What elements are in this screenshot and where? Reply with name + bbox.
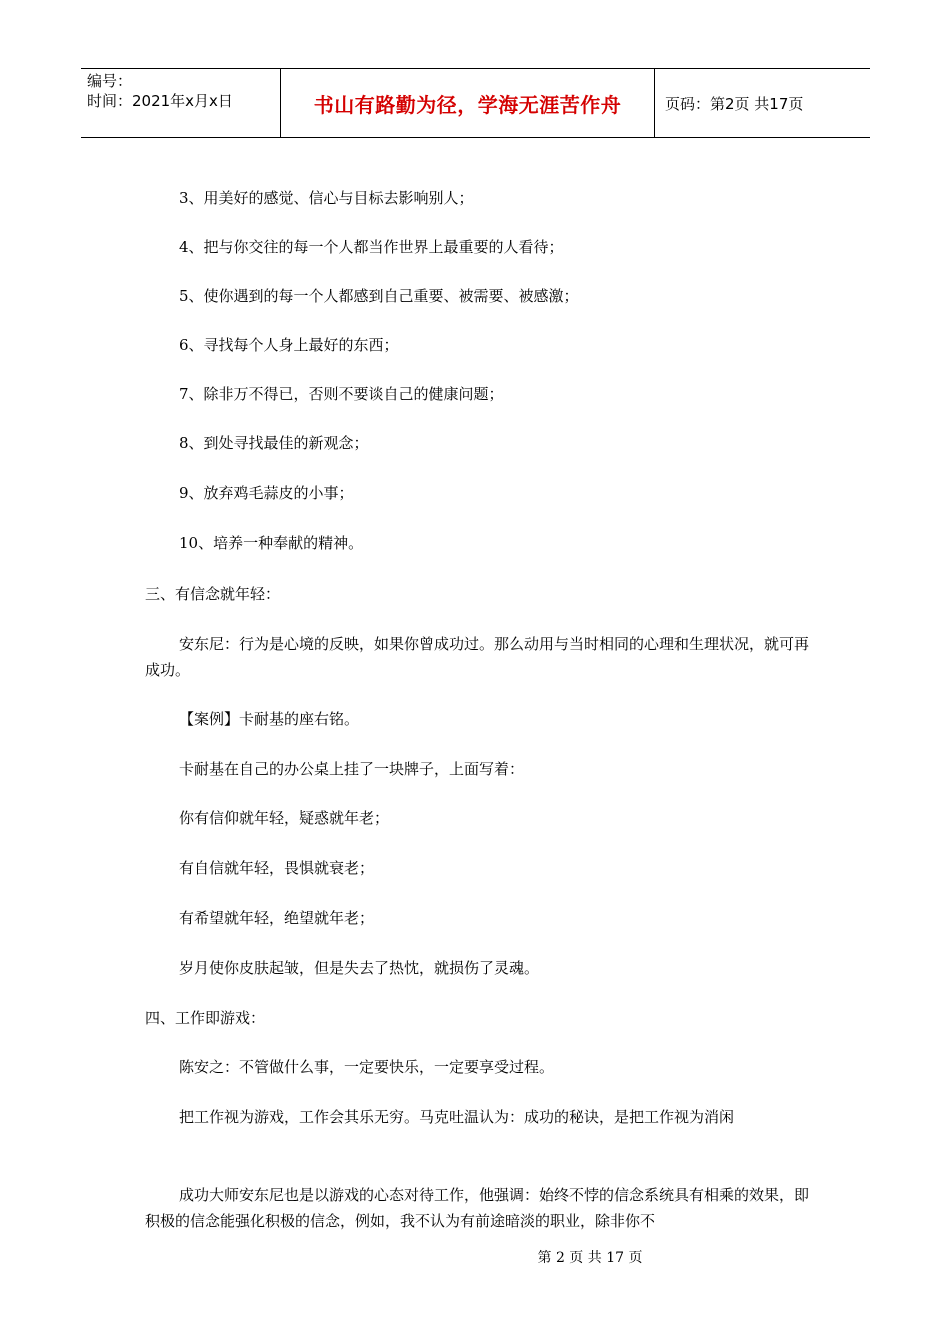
section-heading: 三、有信念就年轻： [145,585,281,603]
paragraph: 10、培养一种奉献的精神。 [179,534,364,552]
paragraph: 8、到处寻找最佳的新观念； [179,434,369,452]
paragraph: 【案例】卡耐基的座右铭。 [179,710,360,728]
paragraph: 有希望就年轻，绝望就年老； [179,909,375,927]
time-label: 时间：2021年x月x日 [87,92,233,110]
paragraph: 成功大师安东尼也是以游戏的心态对待工作，他强调：始终不悖的信念系统具有相乘的效果，即积极的信念能强化积极的信念，例如，我不认为有前途暗淡的职业，除非你不 [145,1186,810,1230]
page-info: 页码：第2页 共17页 [665,94,804,113]
paragraph: 9、放弃鸡毛蒜皮的小事； [179,484,354,502]
header-table [81,68,870,138]
paragraph: 把工作视为游戏，工作会其乐无穷。马克吐温认为：成功的秘诀，是把工作视为消闲 [179,1108,735,1126]
section-heading: 四、工作即游戏： [145,1009,266,1027]
paragraph: 陈安之：不管做什么事，一定要快乐，一定要享受过程。 [179,1058,555,1076]
page-footer: 第 2 页 共 17 页 [537,1250,643,1266]
number-label: 编号： [87,72,133,90]
motto: 书山有路勤为径，学海无涯苦作舟 [281,69,655,137]
paragraph: 你有信仰就年轻，疑惑就年老； [179,809,390,827]
paragraph: 5、使你遇到的每一个人都感到自己重要、被需要、被感激； [179,287,579,305]
paragraph: 4、把与你交往的每一个人都当作世界上最重要的人看待； [179,238,564,256]
paragraph: 3、用美好的感觉、信心与目标去影响别人； [179,189,474,207]
paragraph: 岁月使你皮肤起皱，但是失去了热忱，就损伤了灵魂。 [179,959,540,977]
paragraph: 6、寻找每个人身上最好的东西； [179,336,399,354]
paragraph: 安东尼：行为是心境的反映，如果你曾成功过。那么动用与当时相同的心理和生理状况，就可再成功。 [145,635,810,679]
header-meta [81,69,281,137]
paragraph: 7、除非万不得已，否则不要谈自己的健康问题； [179,385,504,403]
paragraph: 有自信就年轻，畏惧就衰老； [179,859,375,877]
paragraph: 卡耐基在自己的办公桌上挂了一块牌子，上面写着： [179,760,525,778]
